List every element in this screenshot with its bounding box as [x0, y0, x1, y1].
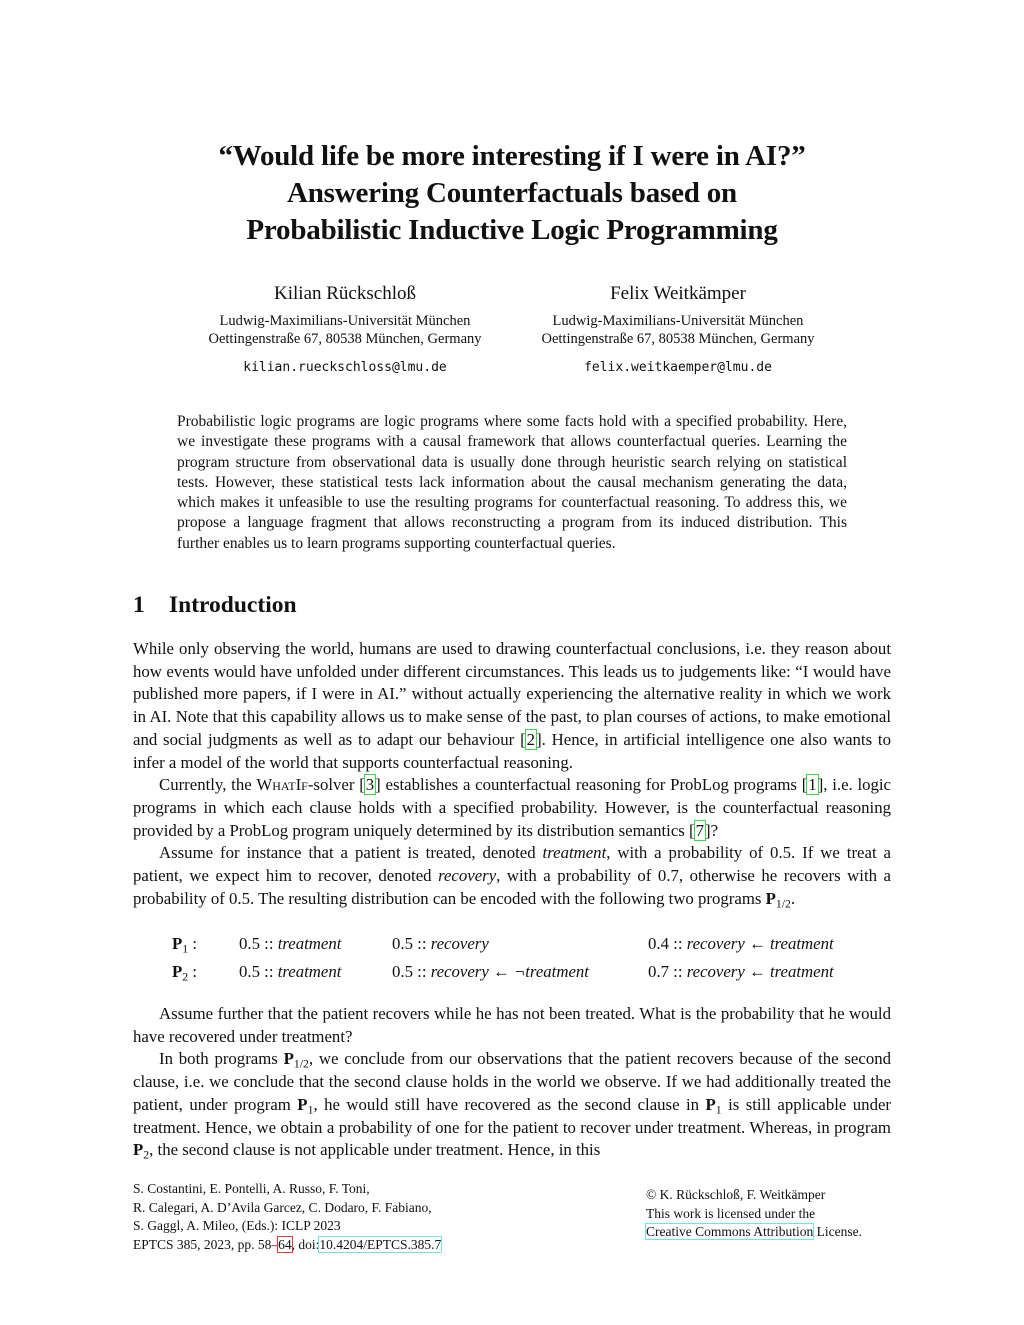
author-email[interactable]: felix.weitkaemper@lmu.de: [584, 360, 772, 375]
footer-editors-1: S. Costantini, E. Pontelli, A. Russo, F. Toni,: [133, 1181, 370, 1196]
author-name: Kilian Rückschloß: [274, 283, 416, 304]
program-label: $P_1$ :: [172, 934, 197, 956]
last-page-link[interactable]: 64: [278, 1236, 292, 1252]
program-row-2: [172, 958, 872, 986]
paragraph-1: While only observing the world, humans are used to drawing counterfactual conclusions, i.e. they reason about how events would have unfolded under different circumstances. This leads us to judgements like: “I would have published more papers, if I were in AI.” without actually experiencing the alternative reality in which we work in AI. Note that this capability allows us to make sense of the past, to plan courses of actions, to make emotional and social judgments as well as to adapt our behaviour [2]. Hence, in artificial intelligence one also wants to infer a model of the world that supports counterfactual reasoning.: [133, 639, 891, 772]
title-line-2: Answering Counterfactuals based on: [287, 177, 737, 209]
abstract: Probabilistic logic programs are logic programs where some facts hold with a specified probability. Here, we investigate these programs with a causal framework that allows counterfactual queries. Learning the program structure from observational data is usually done through heuristic search relying on statistical tests. However, these statistical tests lack information about the causal mechanism generating the data, which makes it unfeasible to use the resulting programs for counterfactual reasoning. To address this, we propose a language fragment that allows reconstructing a program from its induced distribution. This further enables us to learn programs supporting counterfactual queries.: [177, 413, 847, 552]
citation-link[interactable]: 1: [808, 775, 817, 795]
author-block-2: [498, 282, 858, 375]
program-clause: 0.7 :: recovery ← treatment: [648, 962, 834, 981]
author-affiliation: Ludwig-Maximilians-Universität München: [552, 313, 804, 329]
author-email[interactable]: kilian.rueckschloss@lmu.de: [243, 360, 447, 375]
title-line-1: “Would life be more interesting if I were in AI?”: [218, 140, 806, 172]
footer-eptcs: EPTCS 385, 2023, pp. 58–64, doi:10.4204/EPTCS.385.7: [133, 1236, 442, 1252]
paper-title: [0, 138, 1024, 249]
author-address: Oettingenstraße 67, 80538 München, Germany: [208, 331, 482, 347]
paragraph-4: Assume further that the patient recovers while he has not been treated. What is the probability that he would have recovered under treatment?: [133, 1004, 891, 1046]
paragraph-5: In both programs $P_{1/2}$, we conclude from our observations that the patient recovers because of the second clause, i.e. we conclude that the second clause holds in the world we observe. If we had additionally treated the patient, under program $P_1$, he would still have recovered as the second clause in $P_1$ is still applicable under treatment. Hence, we obtain a probability of one for the patient to recover under treatment. Whereas, in program $P_2$, the second clause is not applicable under treatment. Hence, in this: [133, 1049, 891, 1162]
program-clause: 0.4 :: recovery ← treatment: [648, 934, 834, 953]
author-address: Oettingenstraße 67, 80538 München, Germany: [541, 331, 815, 347]
program-table: [172, 930, 872, 986]
license-line: This work is licensed under the: [646, 1205, 816, 1221]
section-title: Introduction: [169, 592, 297, 618]
paragraph-2: Currently, the WhatIf-solver [3] establishes a counterfactual reasoning for ProbLog programs [1], i.e. logic programs in which each clause holds with a specified probability. However, is the counterfactual reasoning provided by a ProbLog program uniquely determined by its distribution semantics [7]?: [133, 775, 892, 840]
title-line-3: Probabilistic Inductive Logic Programming: [246, 214, 778, 246]
cc-license-link[interactable]: Creative Commons Attribution: [646, 1224, 814, 1239]
footer-editors-3: S. Gaggl, A. Mileo, (Eds.): ICLP 2023: [133, 1218, 341, 1233]
footer-editors-2: R. Calegari, A. D’Avila Garcez, C. Dodaro, F. Fabiano,: [133, 1199, 432, 1215]
citation-link[interactable]: 3: [365, 775, 375, 795]
program-clause: 0.5 :: treatment: [239, 934, 342, 953]
author-affiliation: Ludwig-Maximilians-Universität München: [219, 313, 471, 329]
doi-link[interactable]: 10.4204/EPTCS.385.7: [319, 1236, 442, 1252]
footer-license: [646, 1186, 906, 1242]
body-block-1: [133, 638, 891, 910]
program-clause: 0.5 :: treatment: [239, 962, 342, 981]
footer-citation: [133, 1180, 493, 1254]
program-clause: 0.5 :: recovery ← ¬treatment: [392, 962, 589, 981]
paragraph-3: Assume for instance that a patient is treated, denoted treatment, with a probability of 0.5. If we treat a patient, we expect him to recover, denoted recovery, with a probability of 0.7, otherwise he recovers with a probability of 0.5. The resulting distribution can be encoded with the following two programs $P_{1/2}$.: [133, 843, 891, 911]
citation-link[interactable]: 7: [695, 820, 705, 840]
program-clause: 0.5 :: recovery: [392, 934, 489, 953]
author-name: Felix Weitkämper: [610, 283, 746, 304]
license-link-line: Creative Commons Attribution License.: [646, 1224, 862, 1239]
whatif-solver-name: WhatIf: [256, 775, 308, 795]
section-number: 1: [133, 592, 145, 618]
author-block-1: [165, 282, 525, 375]
body-block-2: [133, 1003, 891, 1162]
program-row-1: [172, 930, 872, 958]
section-heading: [133, 590, 297, 620]
copyright-line: © K. Rückschloß, F. Weitkämper: [646, 1187, 826, 1202]
citation-link[interactable]: 2: [526, 729, 536, 749]
program-label: $P_2$ :: [172, 962, 197, 984]
